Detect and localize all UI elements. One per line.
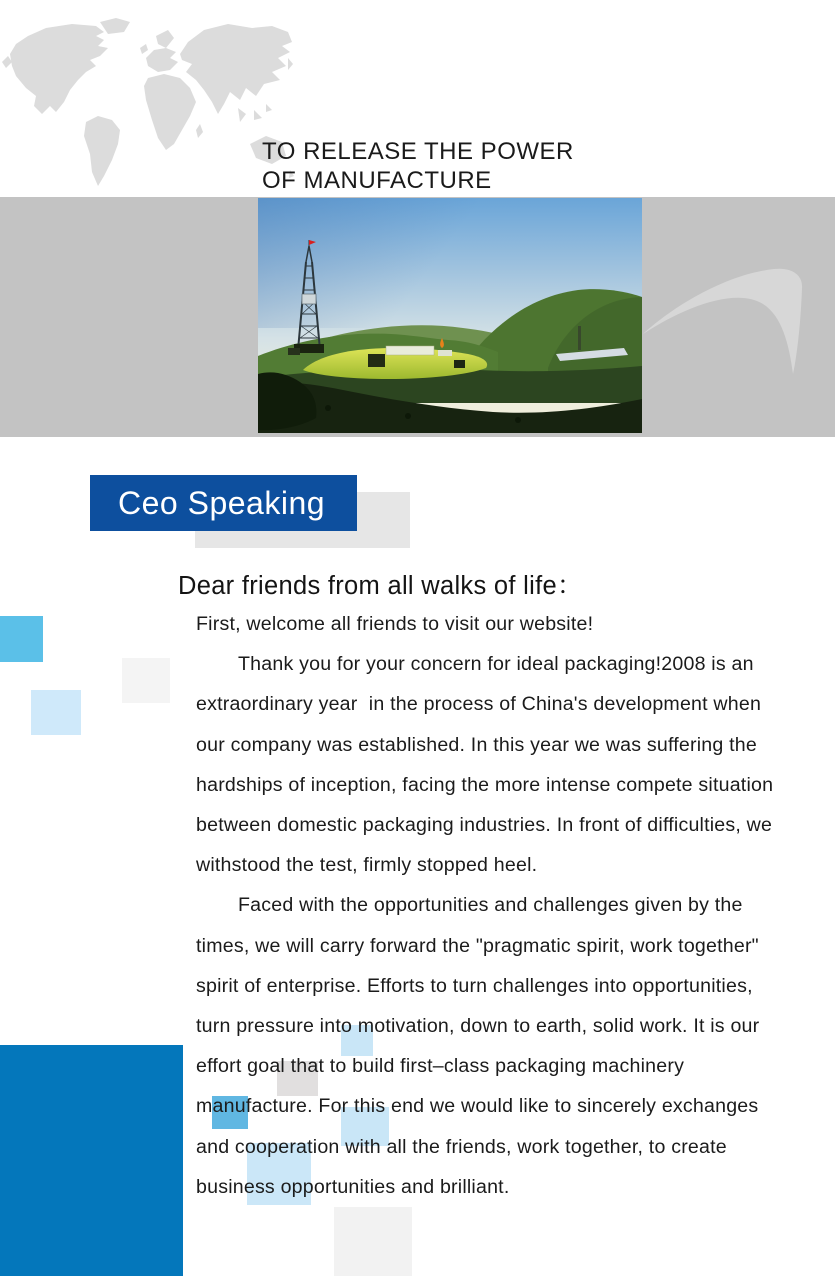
decor-square-gray-1	[122, 658, 170, 703]
hero-photo	[258, 198, 642, 433]
decor-square-gray-3	[334, 1207, 412, 1276]
letter-line: Thank you for your concern for ideal packaging!2008 is an	[238, 653, 754, 676]
page-title-line2: OF MANUFACTURE	[262, 167, 492, 194]
letter-line: between domestic packaging industries. In front of difficulties, we	[196, 814, 773, 837]
swoosh-graphic	[640, 262, 820, 380]
page-title-line1: TO RELEASE THE POWER	[262, 138, 574, 165]
world-map-graphic	[0, 18, 295, 190]
decor-square-lightblue-1	[31, 690, 81, 735]
letter-line: Faced with the opportunities and challenges given by the	[238, 894, 743, 917]
letter-line: and cooperation with all the friends, work together, to create	[196, 1135, 727, 1158]
letter-line: manufacture. For this end we would like to sincerely exchanges	[196, 1095, 759, 1118]
letter-line: business opportunities and brilliant.	[196, 1175, 510, 1198]
decor-square-blue-1	[0, 616, 43, 662]
letter-line: First, welcome all friends to visit our website!	[196, 613, 594, 635]
letter-line: withstood the test, firmly stopped heel.	[196, 854, 538, 877]
page-title	[262, 137, 574, 195]
letter-line: effort goal that to build first–class packaging machinery	[196, 1055, 685, 1078]
letter-salutation: Dear friends from all walks of life：	[178, 572, 583, 600]
letter-line: spirit of enterprise. Efforts to turn challenges into opportunities,	[196, 974, 753, 997]
letter-line: times, we will carry forward the "pragmatic spirit, work together"	[196, 934, 759, 957]
letter-line: hardships of inception, facing the more intense compete situation	[196, 773, 774, 796]
letter-line: our company was established. In this year we was suffering the	[196, 733, 757, 756]
letter-body	[196, 604, 773, 1207]
letter-line: turn pressure into motivation, down to earth, solid work. It is our	[196, 1015, 760, 1038]
letter-line: extraordinary year in the process of China's development when	[196, 693, 762, 716]
section-heading: Ceo Speaking	[90, 475, 357, 531]
bottom-blue-block	[0, 1045, 183, 1276]
